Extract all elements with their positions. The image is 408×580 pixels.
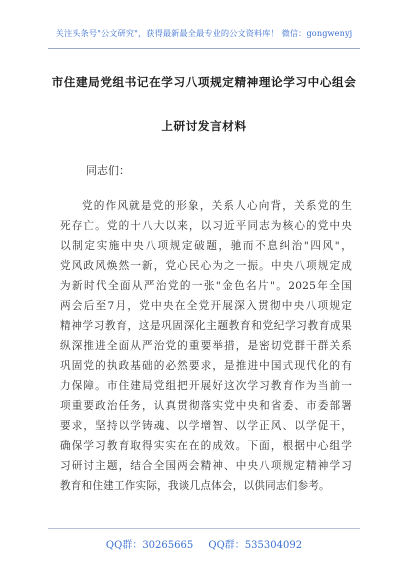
body-line: 要求，坚持以学铸魂、以学增智、以学正风、以学促干， xyxy=(60,420,352,432)
footer-qq-group-1: QQ群：30265665 xyxy=(105,540,194,551)
salutation: 同志们： xyxy=(86,164,130,177)
body-line: 以制定实施中央八项规定破题，驰而不息纠治"四风"， xyxy=(60,240,352,252)
body-line: 力保障。市住建局党组把开展好这次学习教育作为当前一 xyxy=(60,380,352,392)
body-line: 确保学习教育取得实实在在的成效。下面，根据中心组学 xyxy=(60,440,352,452)
footer-qq-group-2: QQ群：535304092 xyxy=(208,540,303,551)
body-line: 纵深推进全面从严治党的重要举措，是密切党群干群关系 xyxy=(60,340,352,352)
body-line: 党的作风就是党的形象，关系人心向背，关系党的生 xyxy=(82,200,352,212)
body-line: 为新时代全面从严治党的一张"金色名片"。2025年全国 xyxy=(60,280,352,292)
body-line: 巩固党的执政基础的必然要求，是推进中国式现代化的有 xyxy=(60,360,352,372)
header-banner: 关注头条号"公文研究"，获得最新最全最专业的公文资料库！ 微信：gongwenyj xyxy=(55,28,353,38)
body-line: 两会后至7月，党中央在全党开展深入贯彻中央八项规定 xyxy=(60,300,352,312)
footer-divider xyxy=(48,528,360,529)
body-line: 习研讨主题，结合全国两会精神、中央八项规定精神学习 xyxy=(60,460,352,472)
document-title-line-1: 市住建局党组书记在学习八项规定精神理论学习中心组会 xyxy=(51,75,357,89)
footer xyxy=(0,536,408,551)
body-line: 精神学习教育，这是巩固深化主题教育和党纪学习教育成果 xyxy=(60,320,352,332)
body-line: 项重要政治任务，认真贯彻落实党中央和省委、市委部署 xyxy=(60,400,352,412)
body-line: 死存亡。党的十八大以来，以习近平同志为核心的党中央 xyxy=(60,220,352,232)
document-body xyxy=(60,196,352,496)
body-line: 教育和住建工作实际，我谈几点体会，以供同志们参考。 xyxy=(60,480,330,492)
document-title-line-2: 上研讨发言材料 xyxy=(161,119,247,133)
header-divider xyxy=(48,48,360,49)
body-line: 党风政风焕然一新，党心民心为之一振。中央八项规定成 xyxy=(60,260,352,272)
